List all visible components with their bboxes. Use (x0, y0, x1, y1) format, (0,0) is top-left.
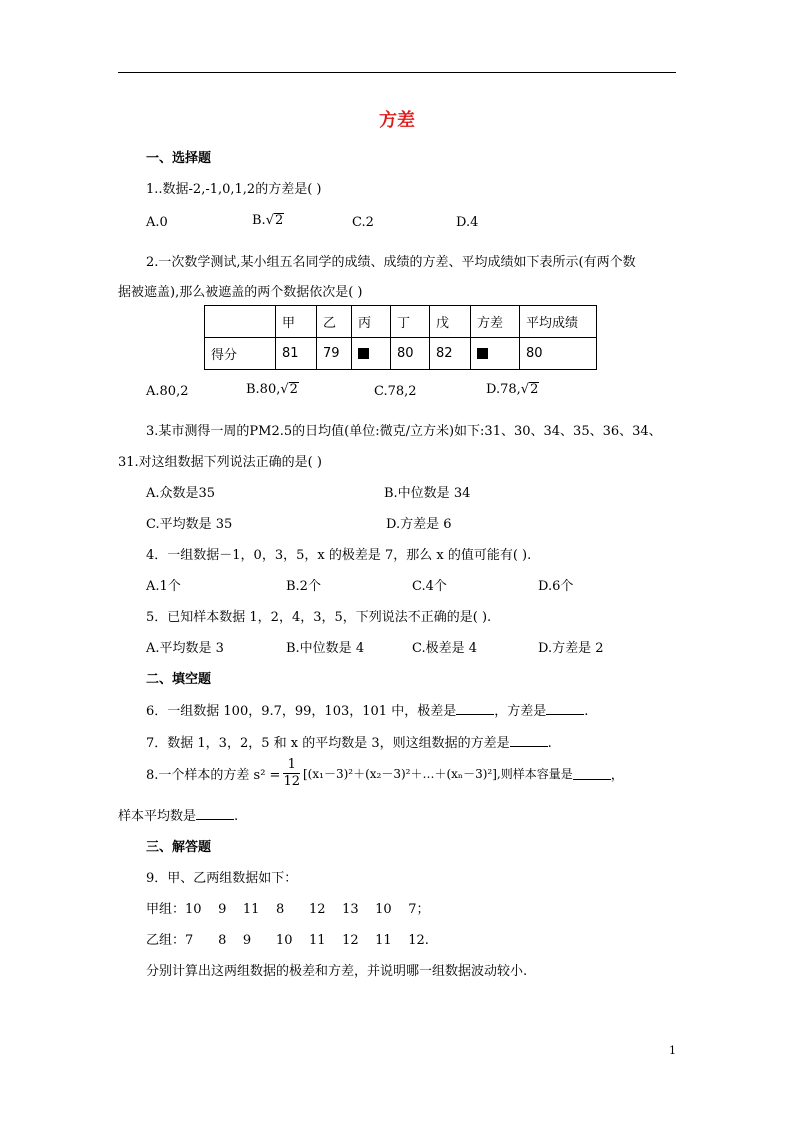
section-heading-choice: 一、选择题 (146, 151, 212, 166)
q3-option-a: A.众数是35 (146, 486, 216, 501)
question-3-stem-line1: 3.某市测得一周的PM2.5的日均值(单位:微克/立方米)如下:31、30、34、35、36、34、 (146, 424, 662, 439)
table-header-cell: 乙 (317, 306, 352, 338)
question-1-stem: 1..数据-2,-1,0,1,2的方差是( ) (146, 182, 322, 197)
q4-option-c: C.4个 (412, 579, 447, 594)
question-2-stem-line1: 2.一次数学测试,某小组五名同学的成绩、成绩的方差、平均成绩如下表所示(有两个数 (146, 255, 636, 270)
section-heading-answer: 三、解答题 (146, 840, 212, 855)
sqrt-symbol: √2 (520, 382, 539, 397)
q1-option-b: B.√2 (252, 213, 284, 228)
page-number: 1 (669, 1044, 676, 1057)
table-header-cell: 丙 (352, 306, 391, 338)
table-cell: 80 (391, 338, 430, 370)
question-6: 6．一组数据 100，9.7，99，103，101 中，极差是 ，方差是 . (146, 704, 589, 719)
q4-option-a: A.1个 (146, 579, 181, 594)
question-4-stem: 4．一组数据－1，0，3，5，x 的极差是 7，那么 x 的值可能有( ). (146, 548, 532, 563)
table-cell: 80 (520, 338, 597, 370)
q5-option-a: A.平均数是 3 (146, 641, 224, 656)
page-title: 方差 (379, 110, 415, 131)
score-table (204, 305, 597, 370)
q9-instruction: 分别计算出这两组数据的极差和方差，并说明哪一组数据波动较小. (146, 964, 528, 979)
answer-blank[interactable] (196, 807, 234, 820)
table-cell: 81 (276, 338, 317, 370)
answer-blank[interactable] (510, 734, 548, 747)
q1-option-d: D.4 (456, 215, 479, 230)
question-2-stem-line2: 据被遮盖),那么被遮盖的两个数据依次是( ) (118, 285, 363, 300)
q9-group-jia: 甲组：10 9 11 8 12 13 10 7； (146, 902, 430, 917)
question-7: 7．数据 1，3，2，5 和 x 的平均数是 3，则这组数据的方差是 . (146, 736, 552, 751)
question-8-line2: 样本平均数是 . (118, 809, 239, 824)
table-header-cell: 丁 (391, 306, 430, 338)
table-header-cell: 平均成绩 (520, 306, 597, 338)
q3-option-b: B.中位数是 34 (384, 486, 471, 501)
table-row-label: 得分 (205, 338, 276, 370)
fraction: $\frac{1}{12}$ (283, 757, 300, 789)
table-cell-masked (471, 338, 520, 370)
table-cell: 82 (430, 338, 471, 370)
question-8-line1: 8.一个样本的方差 s² = $\frac{1}{12}$ [(x₁－3)²＋(x₂－3)²＋…＋(xₙ－3)²],则样本容量是 ， (146, 757, 624, 789)
q2-option-a: A.80,2 (146, 384, 189, 399)
answer-blank[interactable] (546, 702, 584, 715)
sqrt-symbol: √2 (265, 213, 284, 228)
table-header-cell: 方差 (471, 306, 520, 338)
q1-option-c: C.2 (352, 215, 374, 230)
q2-option-c: C.78,2 (374, 384, 417, 399)
q5-option-d: D.方差是 2 (538, 641, 604, 656)
q5-option-c: C.极差是 4 (412, 641, 478, 656)
mask-square-icon (477, 348, 488, 359)
table-row (205, 338, 597, 370)
question-3-stem-line2: 31.对这组数据下列说法正确的是( ) (118, 455, 322, 470)
answer-blank[interactable] (456, 702, 494, 715)
q1-option-a: A.0 (146, 215, 168, 230)
answer-blank[interactable] (573, 767, 611, 780)
question-5-stem: 5．已知样本数据 1，2，4，3，5，下列说法不正确的是( ). (146, 610, 492, 625)
question-9-stem: 9．甲、乙两组数据如下： (146, 871, 298, 886)
table-header-row (205, 306, 597, 338)
table-header-cell: 甲 (276, 306, 317, 338)
sqrt-symbol: √2 (280, 382, 298, 397)
q4-option-d: D.6个 (538, 579, 574, 594)
table-cell: 79 (317, 338, 352, 370)
q3-option-c: C.平均数是 35 (146, 517, 233, 532)
q2-option-d: D.78,√2 (486, 382, 539, 397)
q2-option-b: B.80,√2 (246, 382, 298, 397)
section-heading-fill: 二、填空题 (146, 672, 212, 687)
table-header-cell: 戊 (430, 306, 471, 338)
q5-option-b: B.中位数是 4 (286, 641, 365, 656)
table-header-cell (205, 306, 276, 338)
q4-option-b: B.2个 (286, 579, 321, 594)
header-rule (118, 72, 676, 73)
q3-option-d: D.方差是 6 (386, 517, 452, 532)
mask-square-icon (358, 348, 369, 359)
q9-group-yi: 乙组：7 8 9 10 11 12 11 12. (146, 933, 429, 948)
table-cell-masked (352, 338, 391, 370)
